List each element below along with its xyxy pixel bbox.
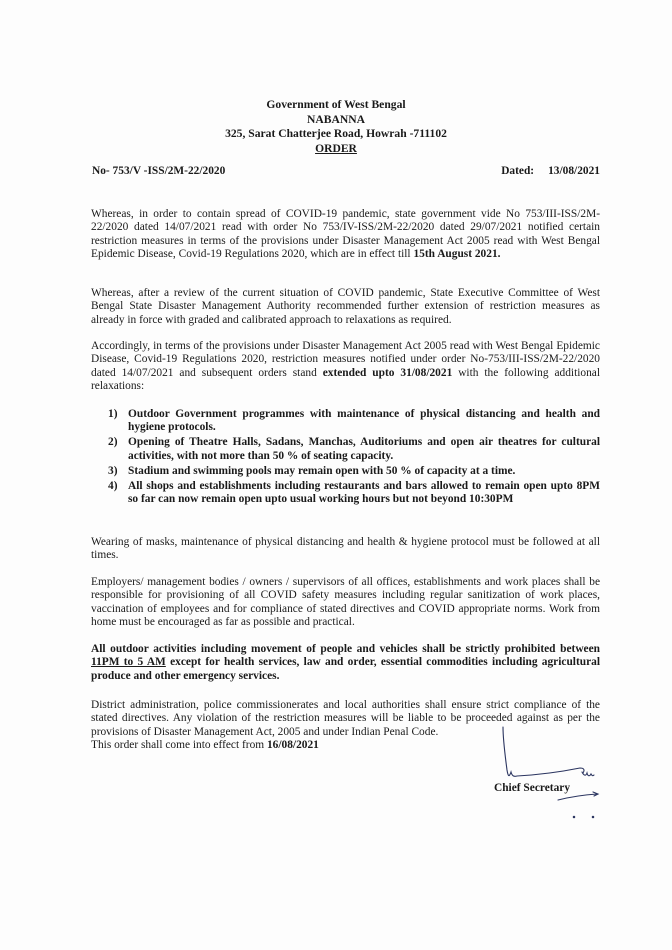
dated-label: Dated:: [501, 165, 535, 177]
extension-date: extended upto 31/08/2021: [322, 366, 453, 379]
paragraph-night-restriction: [91, 643, 600, 683]
government-name: Government of West Bengal: [266, 98, 406, 111]
reference-line: [92, 165, 600, 177]
paragraph-text: Employers/ management bodies / owners / supervisors of all offices, establishments and work places shall be responsible for provisioning of all COVID safety measures including regular sanitization of work places, vaccination of employees and for compliance of stated directives and COVID appropriate norms. Work from home must be encouraged as far as possible and practical.: [91, 576, 600, 629]
signatory-title: Chief Secretary: [494, 782, 571, 794]
item-number: 3): [108, 464, 118, 477]
document-header: [0, 98, 672, 156]
paragraph-text: This order shall come into effect from: [91, 739, 267, 752]
document-title: ORDER: [315, 141, 357, 155]
paragraph-text: District administration, police commissionerates and local authorities shall ensure strict compliance of the stated directives. Any violation of the restriction measures will be liable to be proceeded against as per the provisions of Disaster Management Act, 2005 and under Indian Penal Code.: [91, 699, 600, 738]
paragraph-enforcement: [91, 699, 600, 753]
paragraph-preamble-1: [91, 208, 600, 262]
item-text: Opening of Theatre Halls, Sadans, Manchas, Auditoriums and open air theatres for cultural activities, with not more than 50 % of seating capacity.: [128, 436, 600, 462]
office-name: NABANNA: [307, 112, 365, 126]
paragraph-extension: [91, 340, 600, 394]
restricted-hours: 11PM to 5 AM: [91, 656, 166, 669]
item-number: 4): [108, 479, 118, 492]
paragraph-employers: [91, 576, 600, 630]
item-text: Stadium and swimming pools may remain open with 50 % of capacity at a time.: [128, 464, 516, 477]
paragraph-text: Whereas, after a review of the current situation of COVID pandemic, State Executive Committee of West Bengal State Disaster Management Authority recommended further extension of restriction measures as already in force with graded and calibrated approach to relaxations as required.: [91, 287, 600, 326]
item-number: 1): [108, 408, 118, 420]
relaxation-item: [108, 436, 600, 463]
item-number: 2): [108, 436, 118, 449]
effective-from-line: [91, 739, 600, 752]
relaxation-item: [108, 480, 600, 507]
dated-value: 13/08/2021: [548, 165, 600, 177]
relaxation-item: [108, 408, 600, 435]
paragraph-text: Accordingly, in terms of the provisions under Disaster Management Act 2005 read with West Bengal Epidemic Disease, Covid-19 Regulations 2020, restriction measures notified under order No-753/III-ISS/2M-22/2020 dated 14/07/2021 and subsequent orders stand: [91, 340, 600, 379]
effective-till-date: 15th August 2021.: [413, 248, 501, 261]
order-date: [501, 165, 600, 177]
item-text: All shops and establishments including restaurants and bars allowed to remain open upto 8PM so far can now remain open upto usual working hours but not beyond 10:30PM: [128, 479, 600, 505]
order-number: No- 753/V -ISS/2M-22/2020: [92, 165, 226, 177]
paragraph-text: Wearing of masks, maintenance of physical distancing and health & hygiene protocol must be followed at all times.: [91, 536, 600, 562]
paragraph-text: All outdoor activities including movement of people and vehicles shall be strictly prohibited between: [91, 643, 600, 655]
paragraph-text: Whereas, in order to contain spread of COVID-19 pandemic, state government vide No 753/III-ISS/2M-22/2020 dated 14/07/2021 read with order No 753/IV-ISS/2M-22/2020 dated 29/07/2021 notified certain restriction measures in terms of the provisions under Disaster Management Act 2005 read with West Bengal Epidemic Disease, Covid-19 Regulations 2020, which are in effect till: [91, 208, 600, 261]
paragraph-text: with the following additional relaxations:: [91, 366, 601, 393]
paragraph-masks: [91, 536, 600, 563]
relaxations-list: [108, 408, 600, 508]
effective-from-date: 16/08/2021: [266, 739, 319, 752]
paragraph-text: except for health services, law and order, essential commodities including agricultural produce and other emergency services.: [91, 656, 601, 682]
item-text: Outdoor Government programmes with maintenance of physical distancing and health and hygiene protocols.: [128, 408, 600, 434]
paragraph-preamble-2: [91, 287, 600, 327]
office-address: 325, Sarat Chatterjee Road, Howrah -711102: [225, 127, 447, 140]
relaxation-item: [108, 465, 600, 478]
